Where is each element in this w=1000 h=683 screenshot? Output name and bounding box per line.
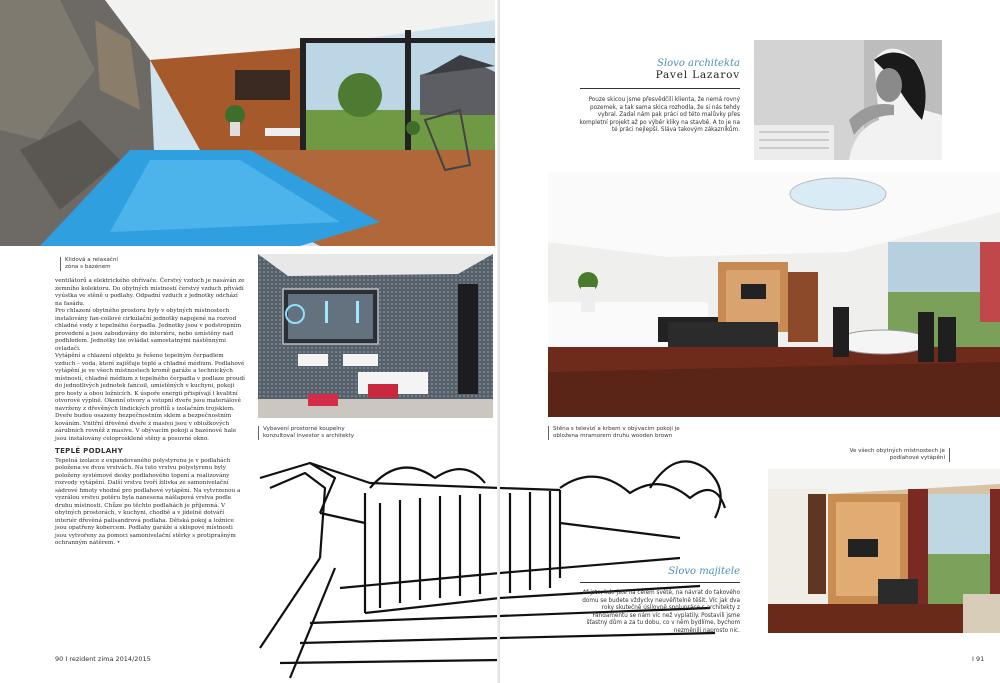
living-room-photo bbox=[548, 172, 1000, 417]
architect-rule bbox=[580, 88, 740, 89]
owner-quote: Ať jste, kde jste na celém světě, na návrat do takového domu se budete vždycky neuvěřitelně těšit. Víc jak dva roky skutečně úsilovně spolupráce s architekty z Fandamentu se nám víc než vyplatily. Postavili jsme šťastný dům a za tu dobu, co v něm bydlíme, bychom nezměnili naprosto nic. bbox=[582, 590, 740, 634]
body-paragraph-2: Pro chlazení obytného prostoru byly v obytných místnostech instalovány fan-coilové cirkulační jednotky napojené na rozvod chladné vody z tepelného čerpadla. Jednotky jsou v podstropním provedení a jsou zabudovány do interiéru, nebo umístěny nad podhledem. Jednotky lze ovládat samostatnými nástěnnými ovladači. bbox=[55, 308, 242, 352]
caption-bathroom-line2: konzultoval investor s architekty bbox=[263, 433, 355, 439]
owner-rule bbox=[580, 582, 740, 583]
caption-bathroom-line1: Vybavení prostorné koupelny bbox=[263, 426, 345, 432]
caption-bathroom bbox=[258, 426, 393, 440]
architect-kicker: Slovo architekta bbox=[657, 58, 740, 69]
folio-left: 90 I rezident zima 2014/2015 bbox=[55, 655, 151, 663]
bedroom-photo bbox=[768, 469, 1000, 633]
subhead-warm-floors: TEPLÉ PODLAHY bbox=[55, 447, 123, 455]
caption-living bbox=[548, 426, 713, 440]
architect-name: Pavel Lazarov bbox=[655, 69, 740, 81]
owner-kicker: Slovo majitele bbox=[668, 566, 740, 577]
caption-living-line2: obložena mramorem druhu wooden brown bbox=[553, 433, 673, 439]
caption-bedroom-line2: podlahové vytápění bbox=[889, 455, 945, 461]
caption-pool-line1: Klidová a relaxační bbox=[65, 257, 118, 263]
body-paragraph-4: Tepelná izolace z expandovaného polystyrenu je v podlahách položena ve dvou vrstvách. Na tuto vrstvu polystyrenu byly položeny systémové desky podlahového topení a realizovány rozvody vytápění. Další vrstvu tvoří žilivka ze samonivelační sádrové hmoty vhodné pro podlahové vytápění. Na vytvrzenou a vyzrálou vrstvu potěru byla nanesena nášlapová vrstva podle druhu místnosti. Chůze po těchto podlahách je příjemná. V obytných prostorách, v kuchyni, chodbě a v jídelně dotváří interiér dřevěná palisandrová podlaha. Dětská pokoj a ložnice jsou opatřeny kobercem. Podlahy garáže a sklepové místnosti jsou vytvořeny za pomoci samonivelační stěrky s protiprašným ochranným nátěrem. • bbox=[55, 457, 241, 546]
pool-photo bbox=[0, 0, 495, 246]
house-sketch-left bbox=[250, 448, 500, 683]
article-body bbox=[55, 278, 245, 548]
owner-box-title bbox=[600, 566, 740, 577]
body-paragraph-3: Vytápění a chlazení objektu je řešeno tepelným čerpadlem vzduch – voda, které zajišťuje teplé a chladné médium. Podlahové vytápění je ve všech místnostech kromě garáže a technických místností, chladné médium z tepelného čerpadla v podlaze proudí do jednotlivých jednotek fancoil, umístěných v kuchyni, pokoji pro hosty a obou ložnicích. K úspoře energií přispívají i kvalitní otvorové výplně. Okenní otvory a vstupní dveře jsou materiálově navrženy z dřevěných lindických profilů s izolačním trojsklem. Dveře budou osazeny bezpečnostním sklem a bezpečnostním kováním. Vnitřní dřevěné dveře z masivu jsou v obložkových zárubních rovněž z masivu. V obývacím pokoji a bazénové hale jsou instalovány celoproskleně stěny a posuvné okno. bbox=[55, 353, 245, 442]
bathroom-photo bbox=[258, 254, 493, 418]
caption-bedroom bbox=[825, 448, 950, 462]
caption-pool bbox=[60, 257, 145, 271]
right-page bbox=[500, 0, 1000, 683]
architect-portrait bbox=[754, 40, 942, 160]
caption-bedroom-line1: Ve všech obytných místnostech je bbox=[849, 448, 945, 454]
caption-living-line1: Stěna s televizí a krbem v obývacím pokoji je bbox=[553, 426, 680, 432]
architect-box-title bbox=[600, 58, 740, 81]
caption-pool-line2: zóna s bazénem bbox=[65, 264, 111, 270]
architect-quote: Pouze skicou jsme přesvědčili klienta, že nemá rovný pozemek, a tak sama skica rozhodla, že si nás tehdy vybral. Zadal nám pak práci od této malůvky přes kompletní projekt až po výběr kliky na stavbě. A to je na té práci nejlepší. Sláva takovým zákazníkům. bbox=[579, 97, 740, 134]
folio-right: I 91 bbox=[972, 655, 985, 663]
body-paragraph-1: ventilátorů a elektrického ohřívače. Čerstvý vzduch je nasáván ze zemního kolektoru. Do obytných místností čerstvý vzduch přivádí vyústka ve stěně u podlahy. Odpadní vzduch z jednotky odchází na fasádu. bbox=[55, 278, 245, 307]
